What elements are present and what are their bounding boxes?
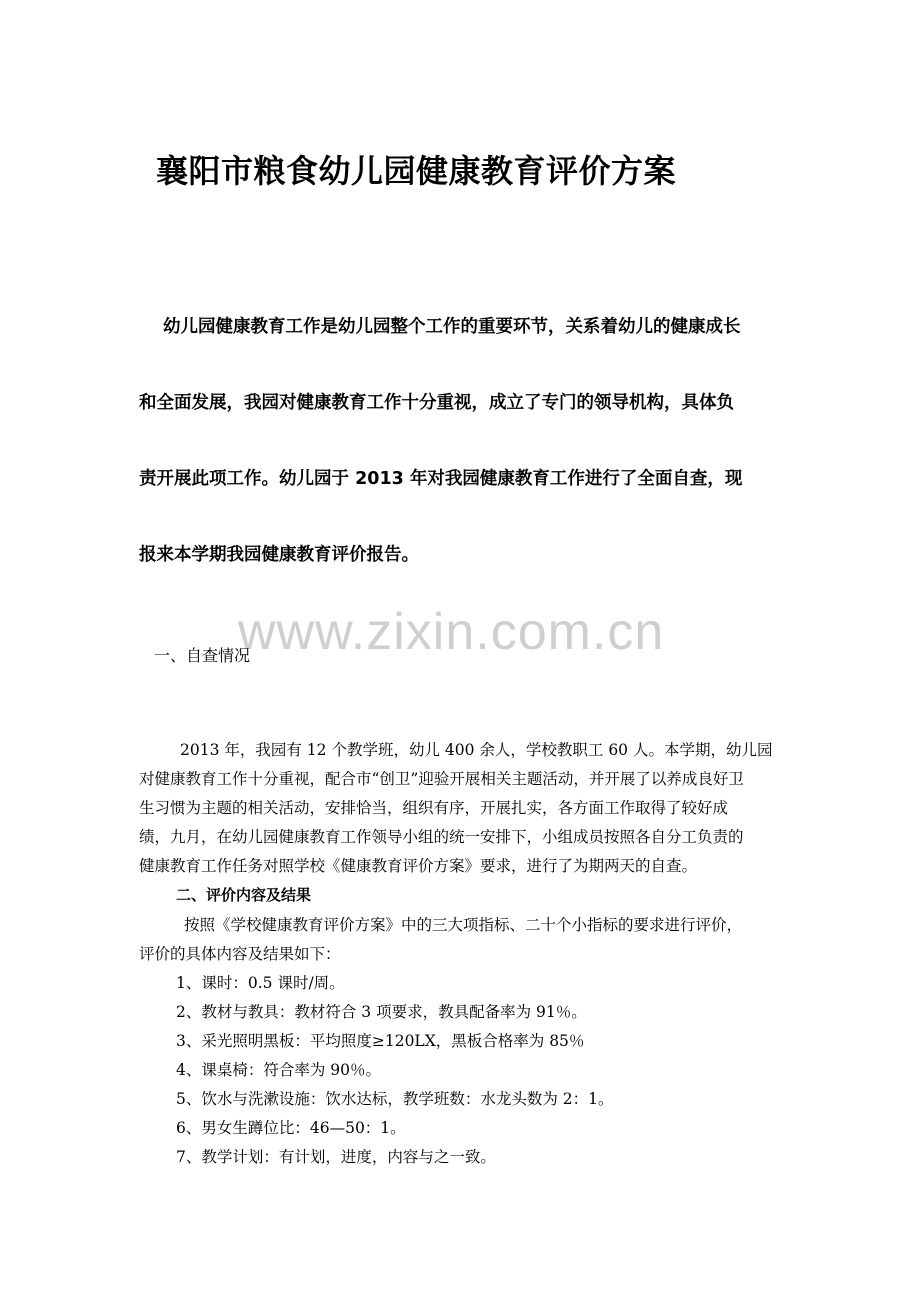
list-item: 2、教材与教具：教材符合 3 项要求，教具配备率为 91％。 [176,1003,587,1021]
watermark-text: www.zixin.com.cn [238,603,665,661]
intro-line: 幼儿园健康教育工作是幼儿园整个工作的重要环节，关系着幼儿的健康成长 [163,317,741,337]
section-heading: 一、自查情况 [154,646,251,665]
list-item: 7、教学计划：有计划，进度，内容与之一致。 [176,1148,496,1166]
list-item: 1、课时：0.5 课时/周。 [176,974,345,992]
list-item: 5、饮水与洗漱设施：饮水达标，教学班数：水龙头数为 2：1。 [176,1090,614,1108]
paragraph-line: 健康教育工作任务对照学校《健康教育评价方案》要求，进行了为期两天的自查。 [139,857,698,875]
list-item: 3、采光照明黑板：平均照度≥120LX，黑板合格率为 85％ [176,1032,585,1050]
intro-line: 责开展此项工作。幼儿园于 2013 年对我园健康教育工作进行了全面自查，现 [139,469,743,489]
paragraph-line: 评价的具体内容及结果如下： [139,945,341,963]
paragraph-line: 2013 年，我园有 12 个教学班，幼儿 400 余人，学校教职工 60 人。本学期，幼儿园 [180,741,773,759]
paragraph-line: 生习惯为主题的相关活动，安排恰当，组织有序，开展扎实，各方面工作取得了较好成 [139,799,729,817]
intro-line: 报来本学期我园健康教育评价报告。 [139,545,419,565]
intro-line: 和全面发展，我园对健康教育工作十分重视，成立了专门的领导机构，具体负 [139,393,734,413]
list-item: 6、男女生蹲位比：46—50：1。 [176,1119,406,1137]
paragraph-line: 对健康教育工作十分重视，配合市“创卫”迎验开展相关主题活动，并开展了以养成良好卫 [139,770,744,788]
list-item: 4、课桌椅：符合率为 90％。 [176,1061,382,1079]
document-title: 襄阳市粮食幼儿园健康教育评价方案 [156,152,677,190]
paragraph-line: 绩，九月，在幼儿园健康教育工作领导小组的统一安排下，小组成员按照各自分工负责的 [139,828,744,846]
section-heading: 二、评价内容及结果 [176,886,312,904]
paragraph-line: 按照《学校健康教育评价方案》中的三大项指标、二十个小指标的要求进行评价， [184,916,743,934]
